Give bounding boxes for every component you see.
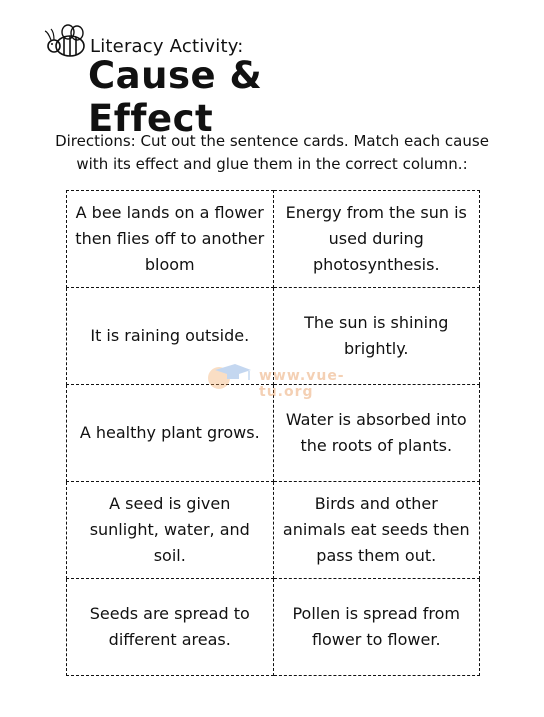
effect-card[interactable] <box>273 482 480 579</box>
card-text: It is raining outside. <box>90 326 250 345</box>
watermark <box>205 360 395 400</box>
card-text: A seed is given sunlight, water, and soil. <box>89 494 250 565</box>
cause-card[interactable] <box>67 482 274 579</box>
card-row <box>67 191 480 288</box>
watermark-text: www.vue-tu.org <box>259 368 345 400</box>
directions-line-1: Directions: Cut out the sentence cards. Match each cause <box>55 132 489 150</box>
card-row <box>67 579 480 676</box>
cause-card[interactable] <box>67 385 274 482</box>
card-text: Energy from the sun is used during photosynthesis. <box>285 203 467 274</box>
directions-line-2: with its effect and glue them in the correct column.: <box>76 155 468 173</box>
directions-text <box>40 130 504 176</box>
card-text: Pollen is spread from flower to flower. <box>292 604 461 649</box>
worksheet-header <box>44 14 364 140</box>
cause-card[interactable] <box>67 191 274 288</box>
effect-card[interactable] <box>273 579 480 676</box>
card-row <box>67 482 480 579</box>
effect-card[interactable] <box>273 191 480 288</box>
card-text: A healthy plant grows. <box>79 423 260 442</box>
card-text: Seeds are spread to different areas. <box>89 604 250 649</box>
activity-subtitle: Literacy Activity: <box>90 36 244 57</box>
page-title: Cause & Effect <box>88 54 263 140</box>
bee-icon <box>44 24 88 60</box>
card-text: The sun is shining brightly. <box>304 313 449 358</box>
sentence-card-grid <box>66 190 480 676</box>
card-text: Water is absorbed into the roots of plants. <box>285 410 467 455</box>
cause-card[interactable] <box>67 579 274 676</box>
card-text: A bee lands on a flower then flies off to another bloom <box>75 203 265 274</box>
graduation-cap-icon <box>205 362 253 392</box>
card-text: Birds and other animals eat seeds then pass them out. <box>282 494 470 565</box>
